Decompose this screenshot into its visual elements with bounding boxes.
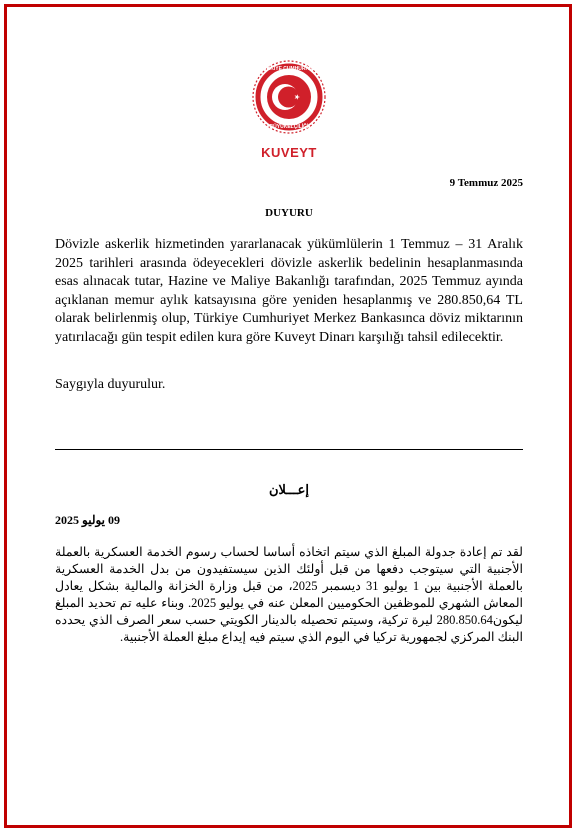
turkish-title: DUYURU: [265, 207, 313, 219]
svg-text:BÜYÜKELÇİLİĞİ: BÜYÜKELÇİLİĞİ: [269, 124, 309, 130]
turkish-date: 9 Temmuz 2025: [449, 177, 523, 189]
turkish-body: Dövizle askerlik hizmetinden yararlanacak yükümlülerin 1 Temmuz – 31 Aralık 2025 tarihleri arasında ödeyecekleri dövizle askerlik bedelinin hesaplanmasında esas alınacak tutar, Hazine ve Maliye Bakanlığı tarafından, 2025 Temmuz ayında açıklanan memur aylık katsayısına göre yeniden hesaplanmış ve 280.850,64 TL olarak belirlenmiş olup, Türkiye Cumhuriyet Merkez Bankasınca döviz miktarının yatırılacağı gün tespit edilen kura göre Kuveyt Dinarı karşılığı tahsil edilecektir.: [55, 237, 523, 345]
svg-text:TÜRKİYE CUMHURİYETİ: TÜRKİYE CUMHURİYETİ: [259, 66, 319, 72]
arabic-date: 09 يوليو 2025: [55, 513, 121, 527]
embassy-emblem-icon: [248, 56, 330, 138]
section-divider: [55, 449, 523, 450]
arabic-body: لقد تم إعادة جدولة المبلغ الذي سيتم اتخاذه أساسا لحساب رسوم الخدمة العسكرية بالعملة الأجنبية التي سيتوجب دفعها من قبل أولئك الذين سيستفيدون من بدل الخدمة العسكرية بالعملة الأجنبية بين 1 يوليو 31 ديسمبر 2025، من قبل وزارة الخزانة والمالية بشكل يعادل المعاش الشهري للموظفين الحكوميين المعلن عنه في يوليو 2025. وبناء عليه تم تحديد المبلغ ليكون280.850.64 ليرة تركية، وسيتم تحصيله بالدينار الكويتي حسب سعر الصرف الذي يحدده البنك المركزي لجمهورية تركيا في اليوم الذي سيتم فيه إيداع مبلغ العملة الأجنبية.: [55, 545, 524, 644]
organization-name: KUVEYT: [261, 145, 317, 160]
turkish-closing: Saygıyla duyurulur.: [55, 377, 166, 392]
arabic-title: إعـــلان: [268, 482, 310, 497]
